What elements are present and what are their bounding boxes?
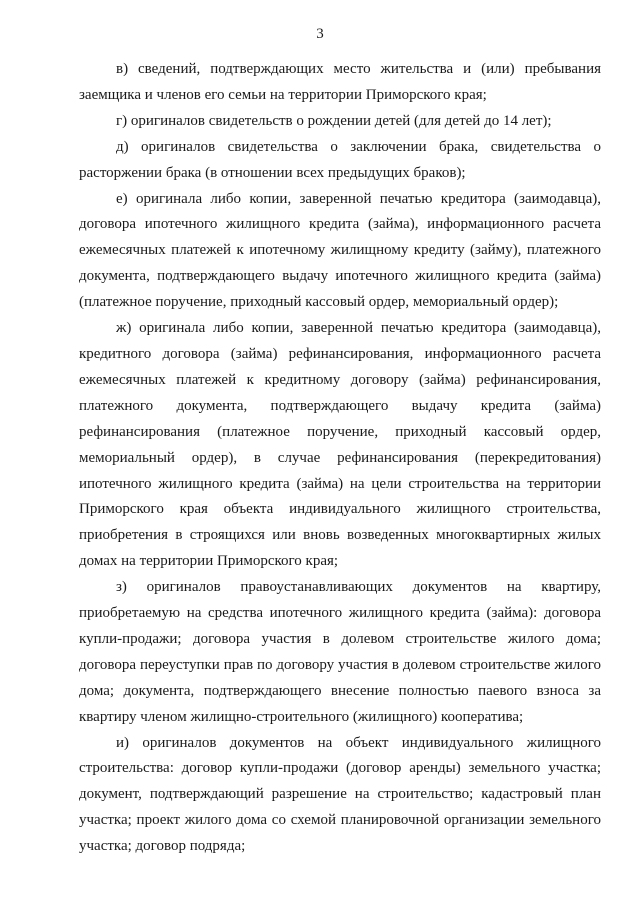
paragraph-i: и) оригиналов документов на объект индивидуального жилищного строительства: договор купли-продажи (договор аренды) земельного участка; документ, подтверждающий разрешение на строительство; кадастровый план участка; проект жилого дома со схемой планировочной организации земельного участка; договор подряда;	[79, 734, 601, 855]
paragraph-d: д) оригиналов свидетельства о заключении брака, свидетельства о расторжении брака (в отношении всех предыдущих браков);	[79, 138, 601, 181]
document-body	[79, 57, 601, 860]
paragraph-e: е) оригинала либо копии, заверенной печатью кредитора (заимодавца), договора ипотечного жилищного кредита (займа), информационного расчета ежемесячных платежей к ипотечному жилищному кредиту (займу), платежного документа, подтверждающего выдачу ипотечного жилищного кредита (займа) (платежное поручение, приходный кассовый ордер, мемориальный ордер);	[79, 190, 601, 311]
page-number: 3	[316, 26, 324, 42]
paragraph-z: з) оригиналов правоустанавливающих документов на квартиру, приобретаемую на средства ипотечного жилищного кредита (займа): договора купли-продажи; договора участия в долевом строительстве жилого дома; договора переуступки прав по договору участия в долевом строительстве жилого дома; документа, подтверждающего внесение полностью паевого взноса за квартиру членом жилищно-строительного (жилищного) кооператива;	[79, 579, 601, 725]
paragraph-zh: ж) оригинала либо копии, заверенной печатью кредитора (заимодавца), кредитного договора (займа) рефинансирования, информационного расчета ежемесячных платежей к кредитному договору (займа) рефинансирования, платежного документа, подтверждающего выдачу кредита (займа) рефинансирования (платежное поручение, приходный кассовый ордер, мемориальный ордер), в случае рефинансирования (перекредитования) ипотечного жилищного кредита (займа) на цели строительства на территории Приморского края объекта индивидуального жилищного строительства, приобретения в строящихся или вновь возведенных многоквартирных жилых домах на территории Приморского края;	[79, 320, 601, 570]
paragraph-v: в) сведений, подтверждающих место жительства и (или) пребывания заемщика и членов его семьи на территории Приморского края;	[79, 61, 601, 103]
paragraph-g: г) оригиналов свидетельств о рождении детей (для детей до 14 лет);	[116, 112, 552, 129]
